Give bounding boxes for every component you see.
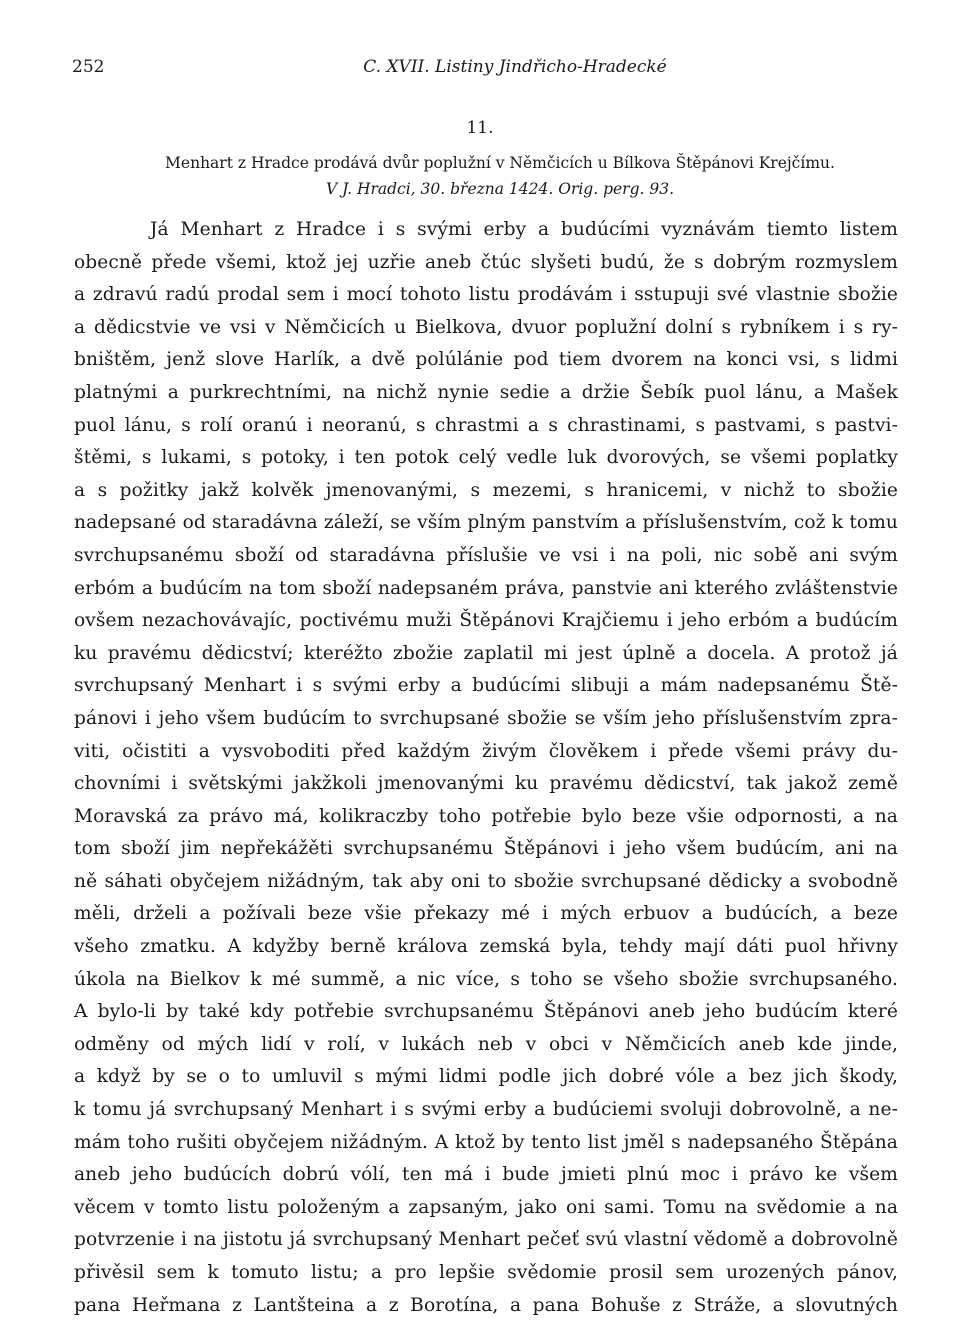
- text-line: tom sboží jim nepřekážěti svrchupsanému Štěpánovi i jeho všem budúcím, ani na: [74, 838, 898, 860]
- document-number: 11.: [466, 118, 494, 138]
- page-header: [72, 57, 898, 83]
- text-line: a s požitky jakž kolvěk jmenovanými, s mezemi, s hranicemi, v nichž to sbožie: [74, 479, 898, 501]
- page-number: 252: [72, 57, 105, 77]
- text-line: viti, očistiti a vysvoboditi před každým živým člověkem i přede všemi právy du-: [74, 740, 898, 762]
- text-line: úkola na Bielkov k mé summě, a nic více, s toho se všeho sbožie svrchupsaného.: [74, 968, 898, 990]
- text-line: bništěm, jenž slove Harlík, a dvě polúlánie pod tiem dvorem na konci vsi, s lidmi: [74, 349, 898, 371]
- text-line: odměny od mých lidí v rolí, v lukách neb v obci v Němčicích aneb kde jinde,: [74, 1033, 898, 1055]
- text-line: pana Heřmana z Lantšteina a z Borotína, a pana Bohuše z Stráže, a slovutných: [74, 1294, 898, 1316]
- text-line: svrchupsanému sboží od staradávna příslušie ve vsi i na poli, nic sobě ani svým: [74, 544, 898, 566]
- text-line: Moravská za právo má, kolikraczby toho potřebie bylo beze všie odpornosti, a na: [74, 805, 898, 827]
- text-line: a dědicstvie ve vsi v Němčicích u Bielkova, dvuor poplužní dolní s rybníkem i s ry-: [74, 316, 898, 338]
- text-line: k tomu já svrchupsaný Menhart i s svými erby a budúciemi svoluji dobrovolně, a ne-: [74, 1099, 898, 1121]
- text-line: obecně přede všemi, ktož jej uzřie aneb čtúc slyšeti budú, že s dobrým rozmyslem: [74, 251, 898, 273]
- running-title: C. XVII. Listiny Jindřicho-Hradecké: [363, 57, 667, 77]
- text-line: Já Menhart z Hradce i s svými erby a budúcími vyznávám tiemto listem: [150, 219, 898, 240]
- text-line: mám toho rušiti obyčejem nižádným. A ktož by tento list jměl s nadepsaného Štěpána: [74, 1131, 898, 1153]
- text-line: a když by se o to umluvil s mými lidmi podle jich dobré vóle a bez jich škody,: [74, 1066, 898, 1088]
- text-line: ovšem nezachovávajíc, poctivému muži Štěpánovi Krajčiemu i jeho erbóm a budúcím: [74, 610, 898, 632]
- text-line: pánovi i jeho všem budúcím to svrchupsané sbožie se vším jeho příslušenstvím zpra-: [74, 707, 898, 729]
- text-line: věcem v tomto listu položeným a zapsaným, jako oni sami. Tomu na svědomie a na: [74, 1196, 898, 1218]
- text-line: aneb jeho budúcích dobrú vólí, ten má i bude jmieti plnú moc i právo ke všem: [74, 1164, 898, 1186]
- text-line: ně sáhati obyčejem nižádným, tak aby oni to sbožie svrchupsané dědicky a svobodně: [74, 870, 898, 892]
- text-line: a zdravú radú prodal sem i mocí tohoto listu prodávám i sstupuji své vlastnie sbožie: [74, 284, 898, 306]
- text-line: A bylo-li by také kdy potřebie svrchupsanému Štěpánovi aneb jeho budúcím které: [74, 1001, 898, 1023]
- document-summary: Menhart z Hradce prodává dvůr poplužní v Němčicích u Bílkova Štěpánovi Krejčímu.: [165, 154, 835, 172]
- text-line: všeho zmatku. A kdyžby berně králova zemská byla, tehdy mají dáti puol hřivny: [74, 936, 898, 958]
- text-line: štěmi, s lukami, s potoky, i ten potok celý vedle luk dvorových, se všemi poplatky: [74, 447, 898, 469]
- document-dating: V J. Hradci, 30. března 1424. Orig. perg. 93.: [325, 180, 675, 198]
- text-line: erbóm a budúcím na tom sboží nadepsaném práva, panstvie ani kterého zvláštenstvie: [74, 577, 898, 599]
- text-line: chovními i světskými jakžkoli jmenovanými ku pravému dědicství, tak jakož země: [74, 773, 898, 795]
- text-line: svrchupsaný Menhart i s svými erby a budúcími slibuji a mám nadepsanému Ště-: [74, 675, 898, 697]
- text-line: přivěsil sem k tomuto listu; a pro lepšie svědomie prosil sem urozených pánov,: [74, 1262, 898, 1283]
- text-line: nadepsané od staradávna záleží, se vším plným panstvím a příslušenstvím, což k tomu: [74, 512, 898, 534]
- text-line: měli, drželi a požívali beze všie překazy mé i mých erbuov a budúcích, a beze: [74, 903, 898, 925]
- text-line: potvrzenie i na jistotu já svrchupsaný Menhart pečeť svú vlastní vědomě a dobrovolně: [74, 1229, 898, 1251]
- text-line: puol lánu, s rolí oranú i neoranú, s chrastmi a s chrastinami, s pastvami, s pastvi-: [74, 414, 898, 436]
- text-line: platnými a purkrechtními, na nichž nynie sedie a držie Šebík puol lánu, a Mašek: [74, 381, 898, 403]
- document-body: [74, 214, 898, 1322]
- text-line: ku pravému dědicství; kteréžto zbožie zaplatil mi jest úplně a docela. A protož já: [74, 642, 898, 664]
